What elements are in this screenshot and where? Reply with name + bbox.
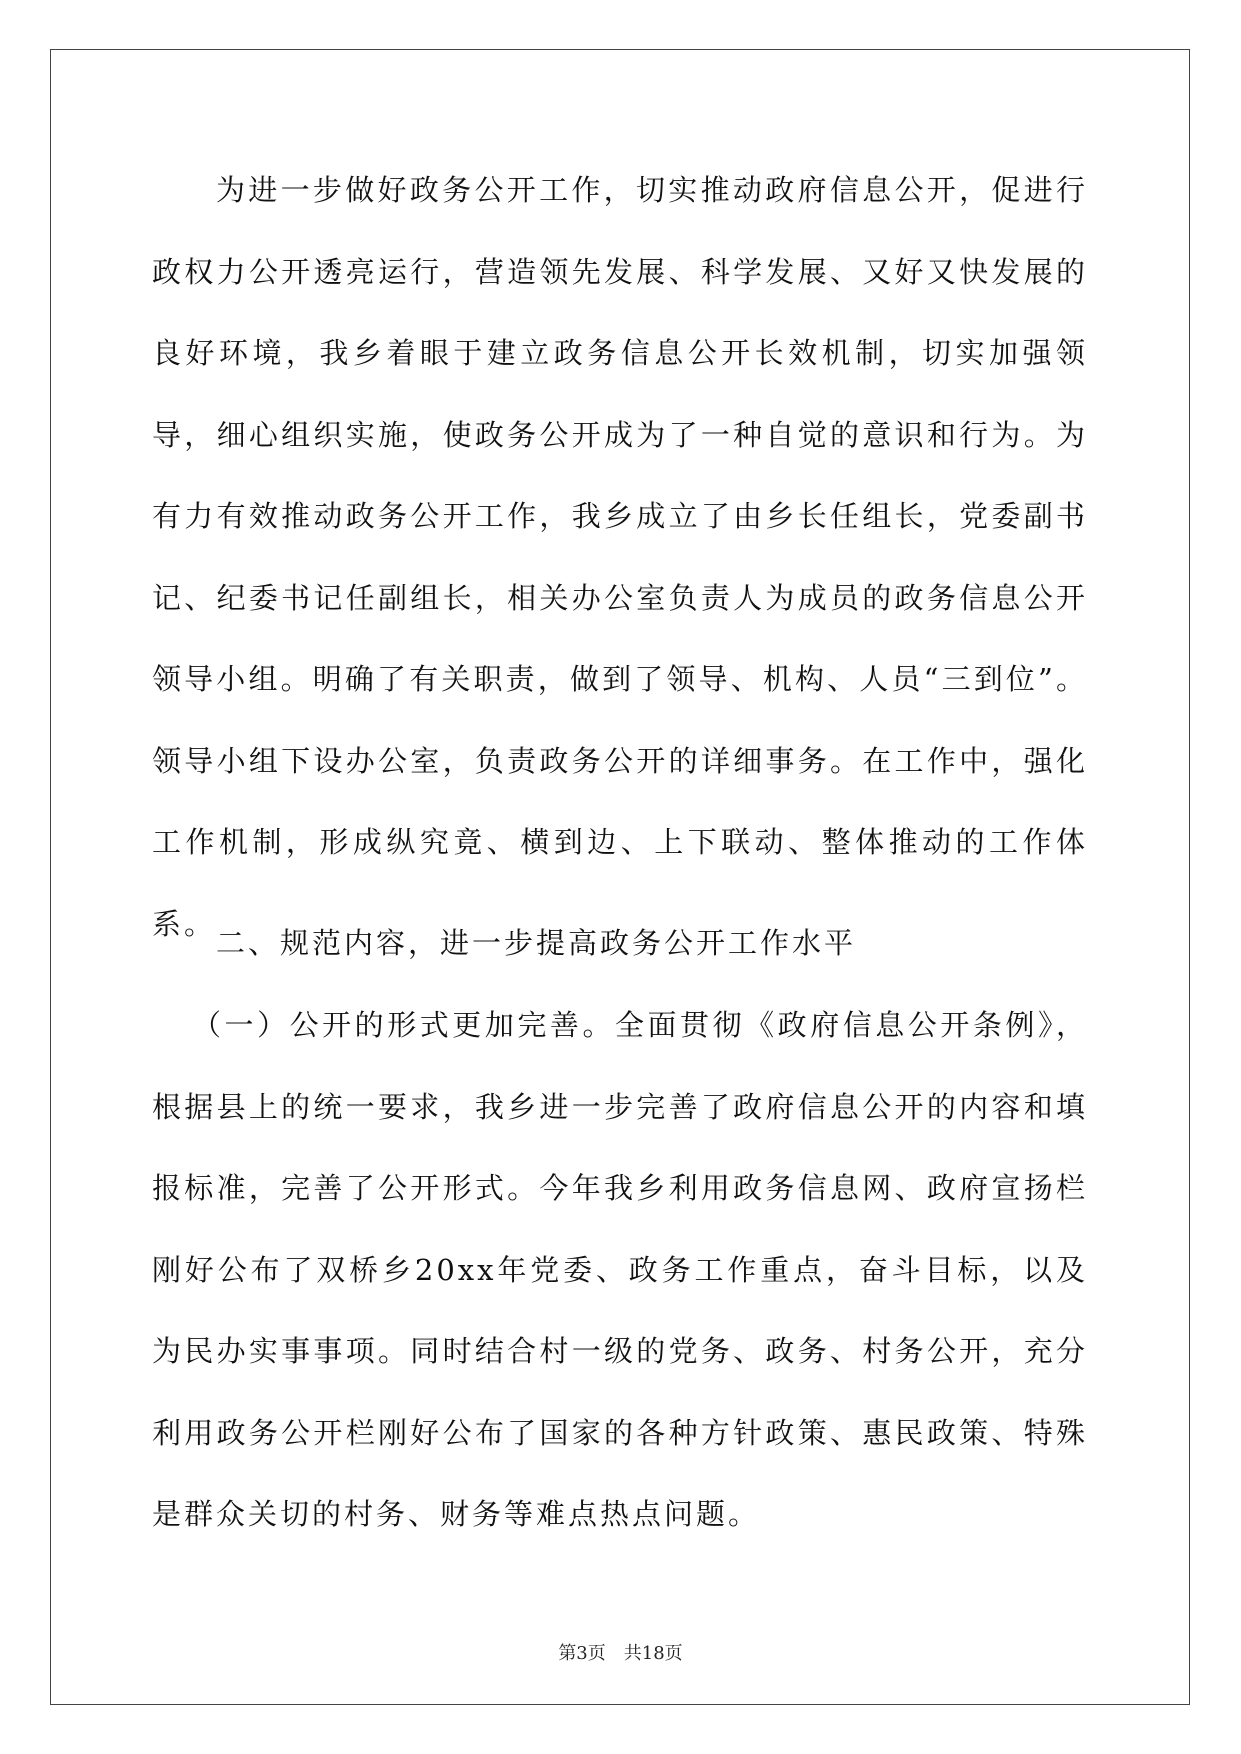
body-paragraph-1: 为进一步做好政务公开工作，切实推动政府信息公开，促进行政权力公开透亮运行，营造领先发展、科学发展、又好又快发展的良好环境，我乡着眼于建立政务信息公开长效机制，切实加强领导，细心组织实施，使政务公开成为了一种自觉的意识和行为。为有力有效推动政务公开工作，我乡成立了由乡长任组长，党委副书记、纪委书记任副组长，相关办公室负责人为成员的政务信息公开领导小组。明确了有关职责，做到了领导、机构、人员“三到位”。领导小组下设办公室，负责政务公开的详细事务。在工作中，强化工作机制，形成纵究竟、横到边、上下联动、整体推动的工作体系。 bbox=[152, 173, 1088, 941]
section-heading-2: 二、规范内容，进一步提高政务公开工作水平 bbox=[216, 926, 857, 960]
page-number-footer: 第3页 共18页 bbox=[558, 1643, 683, 1664]
body-paragraph-3: （一）公开的形式更加完善。全面贯彻《政府信息公开条例》，根据县上的统一要求，我乡进一步完善了政府信息公开的内容和填报标准，完善了公开形式。今年我乡利用政务信息网、政府宣扬栏刚好公布了双桥乡20xx年党委、政务工作重点，奋斗目标，以及为民办实事事项。同时结合村一级的党务、政务、村务公开，充分利用政务公开栏刚好公布了国家的各种方针政策、惠民政策、特殊是群众关切的村务、财务等难点热点问题。 bbox=[152, 1008, 1088, 1531]
